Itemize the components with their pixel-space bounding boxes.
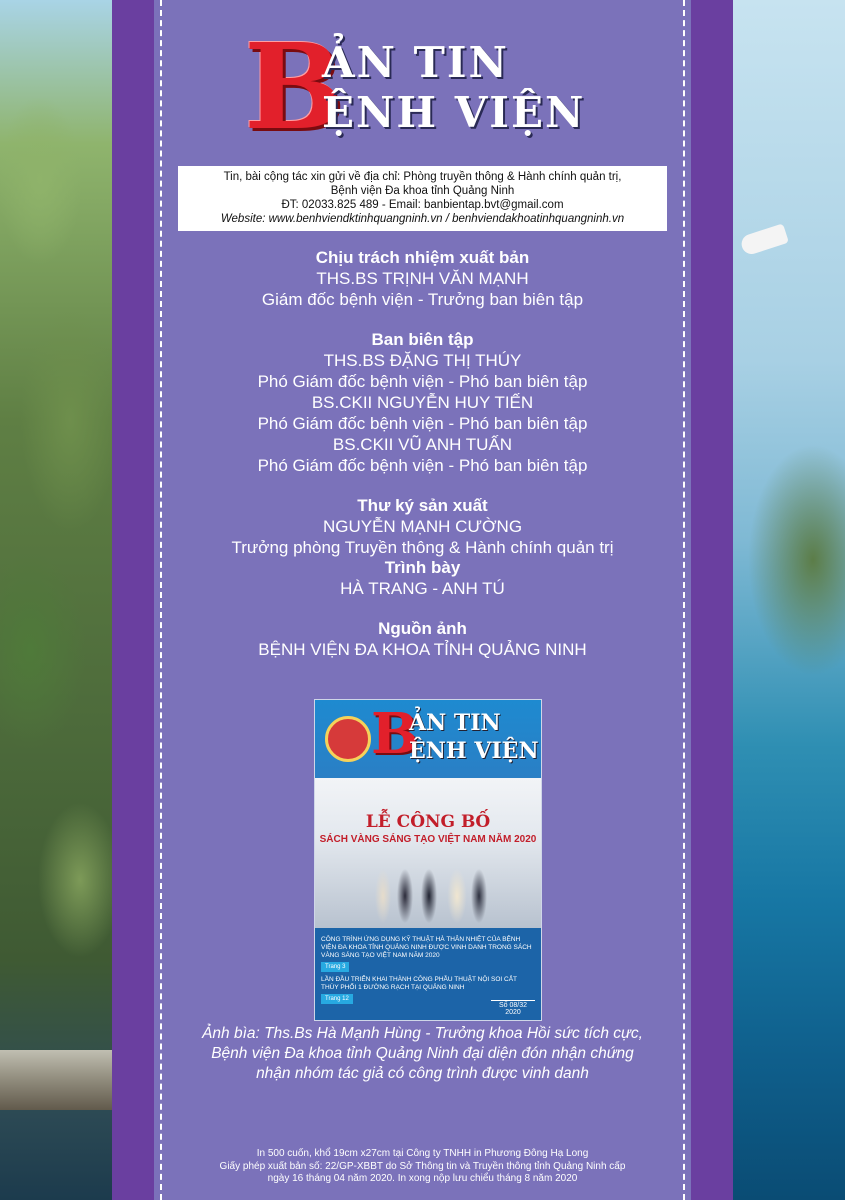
cover-title-line-2: ỆNH VIỆN <box>409 738 539 764</box>
credit-name: THS.BS ĐẶNG THỊ THÚY <box>323 351 522 370</box>
footer-line: In 500 cuốn, khổ 19cm x27cm tại Công ty TNHH in Phương Đông Hạ Long <box>256 1148 589 1159</box>
cover-people-photo <box>365 852 495 928</box>
cover-page-ref-2: Trang 12 <box>321 994 353 1004</box>
print-info-footer <box>154 1148 691 1186</box>
background-seaplane <box>739 223 789 256</box>
contact-address: Tin, bài cộng tác xin gửi về địa chỉ: Phòng truyền thông & Hành chính quản trị, <box>223 171 622 183</box>
credit-name: BS.CKII NGUYỄN HUY TIẾN <box>311 393 534 412</box>
credit-layout <box>154 558 691 599</box>
credit-role: Phó Giám đốc bệnh viện - Phó ban biên tập <box>257 456 588 475</box>
credit-name: HÀ TRANG - ANH TÚ <box>340 579 505 598</box>
credit-secretary <box>154 496 691 558</box>
left-purple-band <box>112 0 154 1200</box>
cover-headline-2: LẦN ĐẦU TRIỂN KHAI THÀNH CÔNG PHẪU THUẬT NỘI SOI CẮT THÙY PHỔI 1 ĐƯỜNG RẠCH TẠI QUẢNG NINH <box>321 976 517 991</box>
credit-heading: Thư ký sản xuất <box>357 496 488 515</box>
caption-line: nhận nhóm tác giả có công trình được vinh danh <box>256 1065 589 1082</box>
cover-issue: Số 08/32 <box>498 1002 528 1009</box>
credit-editorial-board <box>154 330 691 476</box>
contact-info-box <box>178 166 667 231</box>
credit-name: NGUYỄN MẠNH CƯỜNG <box>322 517 523 536</box>
contact-phone-email: ĐT: 02033.825 489 - Email: banbientap.bvt@gmail.com <box>281 199 564 211</box>
credit-publisher <box>154 248 691 310</box>
cover-year: 2020 <box>505 1009 521 1016</box>
credit-role: Giám đốc bệnh viện - Trưởng ban biên tập <box>261 290 584 309</box>
credit-heading: Trình bày <box>384 558 461 577</box>
cover-issue-number <box>491 1000 535 1016</box>
content-panel <box>154 0 691 1200</box>
right-purple-band <box>691 0 733 1200</box>
credit-heading: Nguồn ảnh <box>378 619 467 638</box>
cover-caption <box>154 1024 691 1084</box>
cover-thumbnail <box>314 699 542 1021</box>
cover-headline-1: CÔNG TRÌNH ỨNG DỤNG KỸ THUẬT HÀ THÂN NHIỆT CỦA BỆNH VIỆN ĐA KHOA TỈNH QUẢNG NINH ĐƯỢC VINH DANH TRONG SÁCH VÀNG SÁNG TẠO VIỆT NAM NĂM 2020 <box>321 936 532 959</box>
credit-role: Trưởng phòng Truyền thông & Hành chính quản trị <box>231 538 614 557</box>
credit-heading: Chịu trách nhiệm xuất bản <box>315 248 530 267</box>
masthead-line-1: ẢN TIN <box>322 38 509 87</box>
caption-line: Bệnh viện Đa khoa tỉnh Quảng Ninh đại diện đón nhận chứng <box>211 1045 634 1062</box>
contact-website: Website: www.benhviendktinhquangninh.vn / benhviendakhoatinhquangninh.vn <box>220 213 625 225</box>
cover-event-subtitle: SÁCH VÀNG SÁNG TẠO VIỆT NAM NĂM 2020 <box>319 834 537 845</box>
contact-hospital: Bệnh viện Đa khoa tỉnh Quảng Ninh <box>330 185 515 197</box>
cover-big-letter: B <box>371 701 419 767</box>
background-sea <box>733 0 845 1200</box>
credit-name: BS.CKII VŨ ANH TUẤN <box>332 435 513 454</box>
masthead-logo <box>244 17 604 158</box>
cover-event-title: LỄ CÔNG BỐ <box>365 812 491 832</box>
caption-line: Ảnh bìa: Ths.Bs Hà Mạnh Hùng - Trưởng khoa Hồi sức tích cực, <box>202 1025 643 1042</box>
credit-name: BỆNH VIỆN ĐA KHOA TỈNH QUẢNG NINH <box>258 640 587 659</box>
background-boat <box>0 1050 112 1110</box>
cover-page-ref-1: Trang 3 <box>321 962 349 972</box>
hospital-emblem-icon <box>325 716 371 762</box>
credits-section <box>154 248 691 680</box>
footer-line: Giấy phép xuất bản số: 22/GP-XBBT do Sở Thông tin và Truyền thông tỉnh Quảng Ninh cấp <box>219 1160 626 1172</box>
cover-title-line-1: ẢN TIN <box>409 710 501 736</box>
footer-line: ngày 16 tháng 04 năm 2020. In xong nộp lưu chiểu tháng 8 năm 2020 <box>267 1173 578 1184</box>
credit-photo-source <box>154 619 691 660</box>
credit-heading: Ban biên tập <box>371 330 474 349</box>
masthead-big-letter: B <box>244 17 344 156</box>
credit-name: THS.BS TRỊNH VĂN MẠNH <box>316 269 529 288</box>
credit-role: Phó Giám đốc bệnh viện - Phó ban biên tập <box>257 372 588 391</box>
masthead-line-2: ỆNH VIỆN <box>322 88 586 137</box>
credit-role: Phó Giám đốc bệnh viện - Phó ban biên tập <box>257 414 588 433</box>
background-cliffs <box>0 0 112 1200</box>
